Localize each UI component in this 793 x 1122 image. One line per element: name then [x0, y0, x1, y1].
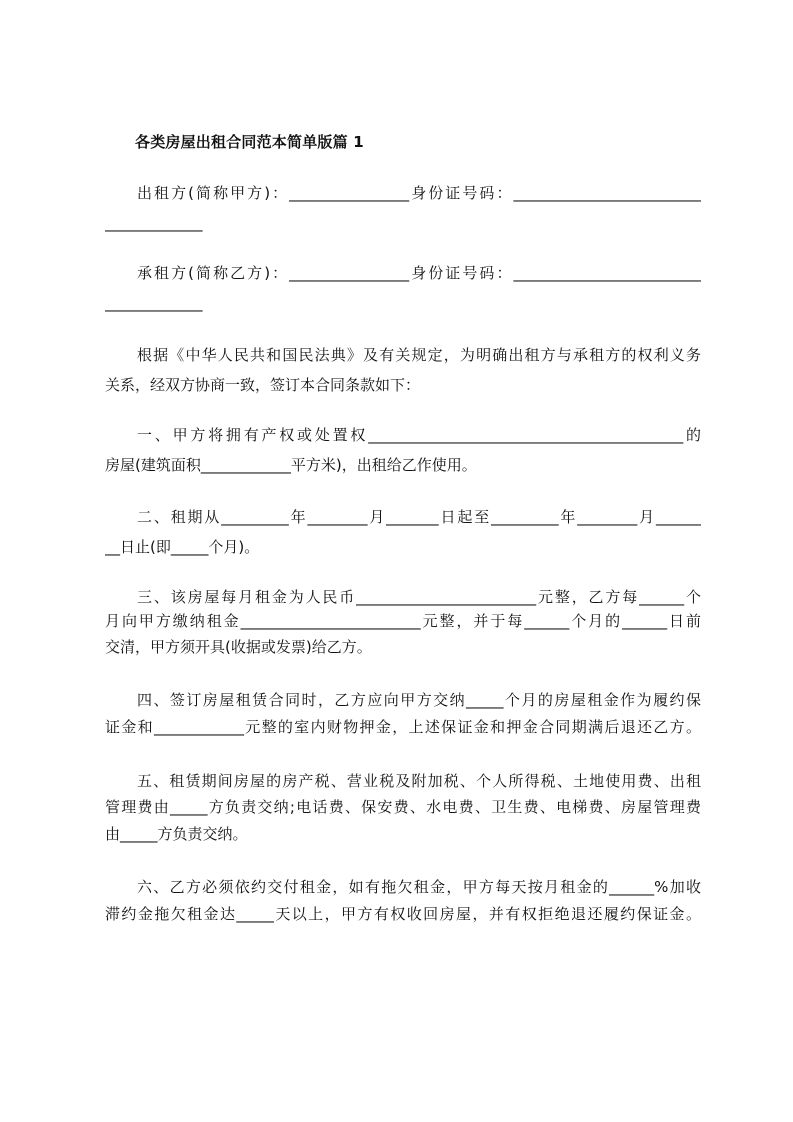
clause-2-line-1: 二、租期从_________年________月_______日起至_________年________月______	[137, 508, 701, 526]
clause-5-line-3: 由_____方负责交纳。	[105, 825, 248, 843]
preamble-line-1: 根据《中华人民共和国民法典》及有关规定，为明确出租方与承租方的权利义务	[137, 346, 701, 364]
document-title: 各类房屋出租合同范本简单版篇 1	[135, 133, 364, 151]
preamble-line-2: 关系，经双方协商一致，签订本合同条款如下：	[105, 376, 421, 394]
clause-1-line-1: 一、甲方将拥有产权或处置权__________________________________________的	[137, 426, 701, 444]
clause-5-line-1: 五、租赁期间房屋的房产税、营业税及附加税、个人所得税、土地使用费、出租	[137, 772, 701, 790]
clause-2-line-2: __日止(即_____个月)。	[105, 538, 260, 556]
clause-4-line-2: 证金和____________元整的室内财物押金，上述保证金和押金合同期满后退还乙方。	[105, 718, 701, 736]
lessor-line: 出租方(简称甲方)：________________身份证号码：_________________________	[137, 184, 701, 202]
clause-4-line-1: 四、签订房屋租赁合同时，乙方应向甲方交纳_____个月的房屋租金作为履约保	[137, 691, 701, 709]
clause-3-line-1: 三、该房屋每月租金为人民币________________________元整，乙方每______个	[137, 588, 701, 606]
clause-5-line-2: 管理费由_____方负责交纳;电话费、保安费、水电费、卫生费、电梯费、房屋管理费	[105, 798, 701, 816]
clause-1-line-2: 房屋(建筑面积____________平方米)，出租给乙作使用。	[105, 456, 477, 474]
clause-3-line-3: 交清，甲方须开具(收据或发票)给乙方。	[105, 638, 372, 656]
clause-6-line-1: 六、乙方必须依约交付租金，如有拖欠租金，甲方每天按月租金的______%加收	[137, 878, 701, 896]
clause-6-line-2: 滞约金拖欠租金达_____天以上，甲方有权收回房屋，并有权拒绝退还履约保证金。	[105, 905, 701, 923]
clause-3-line-2: 月向甲方缴纳租金________________________元整，并于每______个月的______日前	[105, 612, 701, 630]
lessee-line: 承租方(简称乙方)：________________身份证号码：_________________________	[137, 264, 701, 282]
lessor-line-continuation: _____________	[105, 214, 203, 232]
lessee-line-continuation: _____________	[105, 294, 203, 312]
